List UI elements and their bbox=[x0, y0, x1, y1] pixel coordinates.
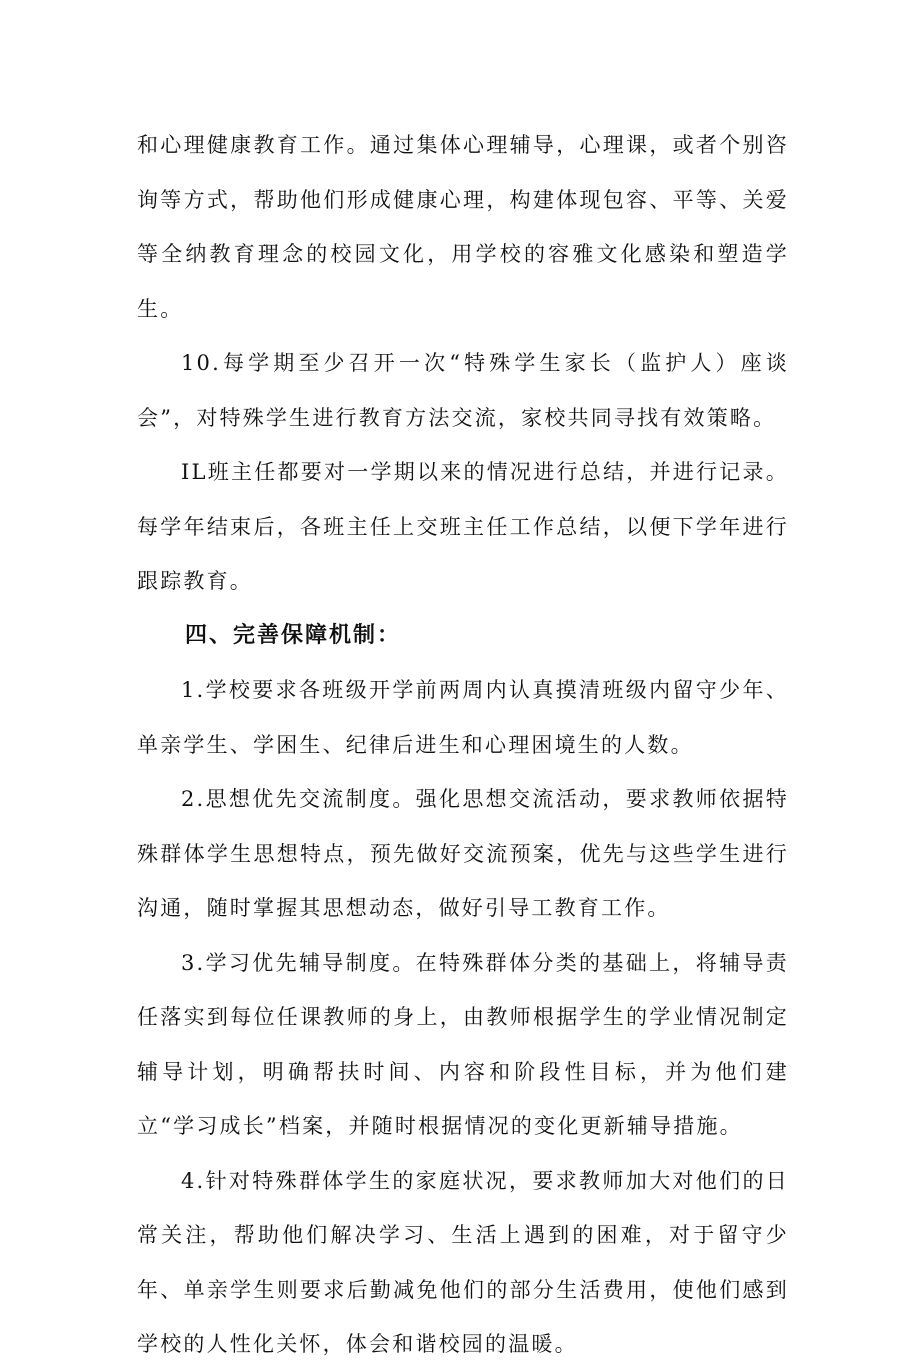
section-heading-4: 四、完善保障机制： bbox=[185, 622, 402, 648]
paragraph-guarantee-1: 1.学校要求各班级开学前两周内认真摸清班级内留守少年、单亲学生、学困生、纪律后进生和心理困境生的人数。 bbox=[137, 678, 789, 757]
paragraph-guarantee-2: 2.思想优先交流制度。强化思想交流活动，要求教师依据特殊群体学生思想特点，预先做好交流预案，优先与这些学生进行沟通，随时掌握其思想动态，做好引导工教育工作。 bbox=[137, 787, 789, 920]
document-body bbox=[137, 118, 789, 1372]
paragraph-item-11: IL班主任都要对一学期以来的情况进行总结，并进行记录。每学年结束后，各班主任上交班主任工作总结，以便下学年进行跟踪教育。 bbox=[137, 460, 789, 593]
paragraph-guarantee-4: 4.针对特殊群体学生的家庭状况，要求教师加大对他们的日常关注，帮助他们解决学习、生活上遇到的困难，对于留守少年、单亲学生则要求后勤减免他们的部分生活费用，使他们感到学校的人性化关怀，体会和谐校园的温暖。 bbox=[137, 1168, 789, 1356]
paragraph-mental-health-continuation: 和心理健康教育工作。通过集体心理辅导，心理课，或者个别咨询等方式，帮助他们形成健康心理，构建体现包容、平等、关爱等全纳教育理念的校园文化，用学校的容雅文化感染和塑造学生。 bbox=[137, 133, 789, 321]
paragraph-item-10: 10.每学期至少召开一次“特殊学生家长（监护人）座谈会”，对特殊学生进行教育方法交流，家校共同寻找有效策略。 bbox=[137, 351, 789, 430]
paragraph-guarantee-3: 3.学习优先辅导制度。在特殊群体分类的基础上，将辅导责任落实到每位任课教师的身上，由教师根据学生的学业情况制定辅导计划，明确帮扶时间、内容和阶段性目标，并为他们建立“学习成长”档案，并随时根据情况的变化更新辅导措施。 bbox=[137, 950, 789, 1138]
